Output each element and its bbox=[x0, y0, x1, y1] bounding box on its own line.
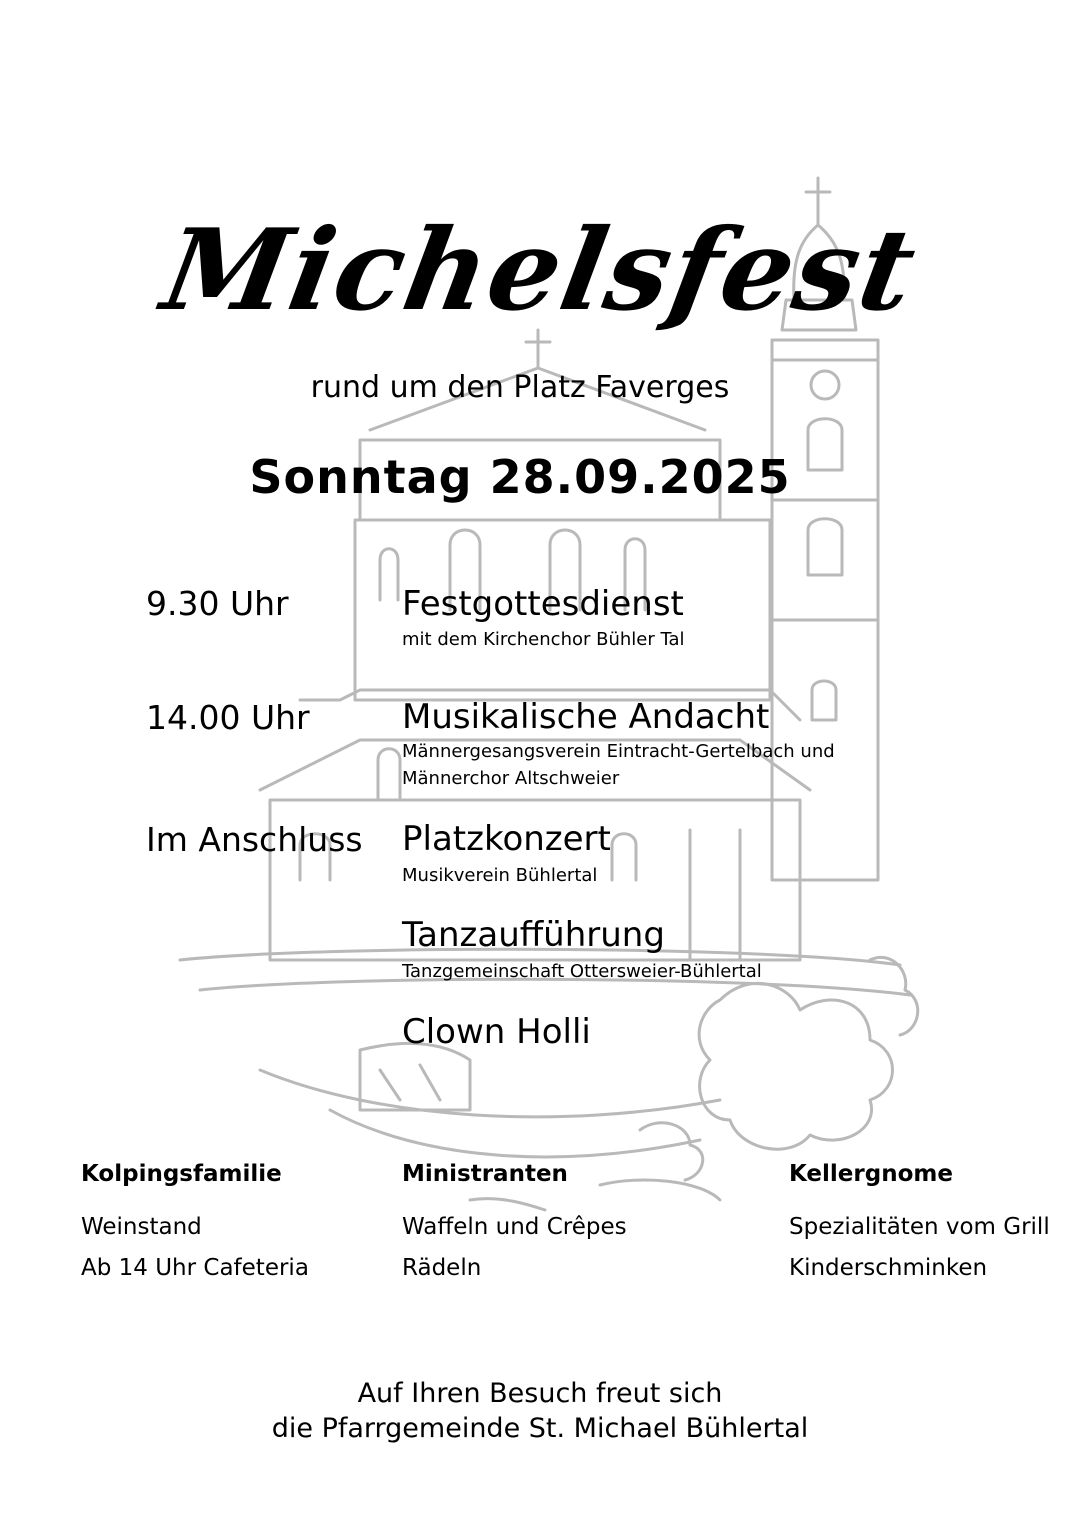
schedule-time: Im Anschluss bbox=[146, 820, 363, 859]
vendor-item: Waffeln und Crêpes bbox=[402, 1214, 627, 1240]
vendor-name: Ministranten bbox=[402, 1161, 568, 1187]
schedule-title: Platzkonzert bbox=[402, 819, 611, 859]
schedule-title: Clown Holli bbox=[402, 1012, 591, 1052]
schedule-title: Festgottesdienst bbox=[402, 584, 684, 624]
vendor-item: Ab 14 Uhr Cafeteria bbox=[81, 1255, 309, 1281]
schedule-time: 9.30 Uhr bbox=[146, 584, 289, 623]
vendor-name: Kellergnome bbox=[789, 1161, 953, 1187]
footer-line-1: Auf Ihren Besuch freut sich bbox=[357, 1378, 723, 1409]
schedule-subtitle: Männergesangsverein Eintracht-Gertelbach und Männerchor Altschweier bbox=[402, 741, 835, 789]
vendor-item: Rädeln bbox=[402, 1255, 482, 1281]
schedule-title: Tanzaufführung bbox=[402, 915, 665, 955]
vendor-item: Weinstand bbox=[81, 1214, 202, 1240]
schedule-subtitle: Musikverein Bühlertal bbox=[402, 865, 598, 886]
schedule-subtitle: mit dem Kirchenchor Bühler Tal bbox=[402, 629, 685, 650]
vendor-name: Kolpingsfamilie bbox=[81, 1161, 282, 1187]
schedule-title: Musikalische Andacht bbox=[402, 697, 770, 737]
event-title: Michelsfest bbox=[153, 205, 927, 336]
schedule-subtitle: Tanzgemeinschaft Ottersweier-Bühlertal bbox=[402, 961, 762, 982]
event-date: Sonntag 28.09.2025 bbox=[249, 450, 791, 504]
footer-line-2: die Pfarrgemeinde St. Michael Bühlertal bbox=[271, 1413, 809, 1444]
schedule-time: 14.00 Uhr bbox=[146, 698, 310, 737]
vendor-item: Kinderschminken bbox=[789, 1255, 988, 1281]
event-location: rund um den Platz Faverges bbox=[310, 370, 730, 405]
vendor-item: Spezialitäten vom Grill bbox=[789, 1214, 1050, 1240]
